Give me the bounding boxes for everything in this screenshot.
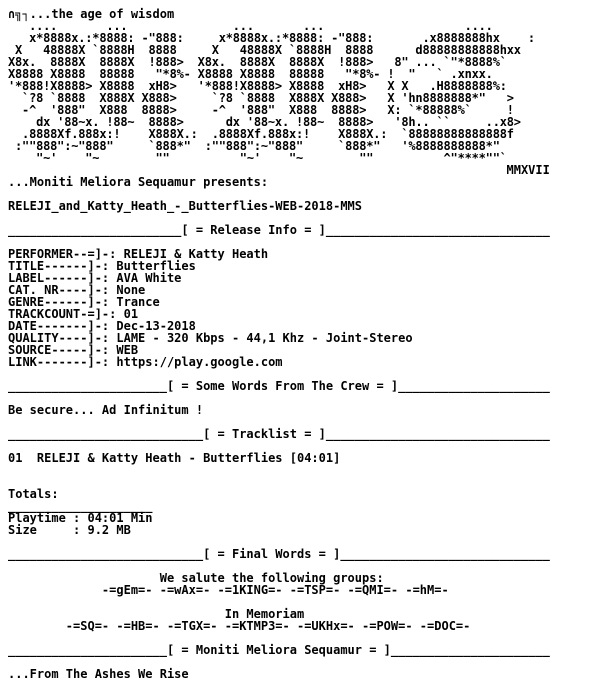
ascii-art-line: X8x. 8888X 8888X !888> X8x. 8888X 8888X !888> 8" ... `"*8888%`	[8, 55, 507, 69]
section-final-words: ___________________________[ = Final Words = ]_____________________________	[8, 547, 550, 561]
ascii-art-line: -^ '888" X888 8888> -^ '888" X888 8888> X: `*88888%` !	[8, 103, 514, 117]
info-quality: QUALITY----]-: LAME - 320 Kbps - 44,1 Khz - Joint-Stereo	[8, 331, 413, 345]
year-mark: MMXVII	[8, 163, 550, 177]
info-trackcount: TRACKCOUNT-=]-: 01	[8, 307, 139, 321]
info-cat-nr: CAT. NR----]-: None	[8, 283, 146, 297]
ascii-art-line: X8888 X8888 88888 "*8%- X8888 X8888 88888 "*8%- ! " ` .xnxx.	[8, 67, 493, 81]
totals-size: Size : 9.2 MB	[8, 523, 131, 537]
closing-line: ...From The Ashes We Rise	[8, 667, 189, 681]
info-label: LABEL------]-: AVA White	[8, 271, 182, 285]
info-date: DATE-------]-: Dec-13-2018	[8, 319, 196, 333]
section-release-info: ________________________[ = Release Info = ]_______________________________	[8, 223, 550, 237]
presents-line: ...Moniti Meliora Sequamur presents:	[8, 175, 269, 189]
memoriam-heading: In Memoriam	[8, 607, 305, 621]
ascii-art-line: dx '88~x. !88~ 8888> dx '88~x. !88~ 8888> '8h.. `` ..x8>	[8, 115, 521, 129]
crew-message: Be secure... Ad Infinitum !	[8, 403, 204, 417]
info-link: LINK-------]-: https://play.google.com	[8, 355, 283, 369]
totals-divider: ____________________	[8, 499, 153, 513]
nfo-header-line: ∩╗┐...the age of wisdom	[8, 7, 175, 21]
release-name: RELEJI_and_Katty_Heath_-_Butterflies-WEB-2018-MMS	[8, 199, 363, 213]
salute-heading: We salute the following groups:	[8, 571, 384, 585]
ascii-art-line: .8888Xf.888x:! X888X.: .8888Xf.888x:! X888X.: `88888888888888f	[8, 127, 514, 141]
ascii-art-line: x*8888x.:*8888: -"888: x*8888x.:*8888: -"888: .x8888888hx :	[8, 31, 535, 45]
info-genre: GENRE------]-: Trance	[8, 295, 160, 309]
section-tracklist: ___________________________[ = Tracklist = ]_______________________________	[8, 427, 550, 441]
section-crew-words: ______________________[ = Some Words From The Crew = ]_____________________	[8, 379, 550, 393]
info-performer: PERFORMER--=]-: RELEJI & Katty Heath	[8, 247, 269, 261]
ascii-art-line: .... ... ... ... ....	[8, 19, 493, 33]
section-group-footer: ______________________[ = Moniti Meliora Sequamur = ]______________________	[8, 643, 550, 657]
totals-heading: Totals:	[8, 487, 59, 501]
blank-line	[8, 464, 592, 476]
ascii-art-line: X 48888X `8888H 8888 X 48888X `8888H 8888 d88888888888hxx	[8, 43, 521, 57]
blank-line	[8, 476, 592, 488]
info-source: SOURCE-----]-: WEB	[8, 343, 139, 357]
salute-groups: -=gEm=- -=wAx=- -=1KING=- -=TSP=- -=QMI=- -=hM=-	[8, 583, 449, 597]
totals-playtime: Playtime : 04:01 Min	[8, 511, 153, 525]
ascii-art-line: "~' "~ "" "~' "~ "" ^"****""`	[8, 151, 507, 165]
memoriam-groups: -=SQ=- -=HB=- -=TGX=- -=KTMP3=- -=UKHx=- -=POW=- -=DOC=-	[8, 619, 471, 633]
ascii-art-line: `?8 `8888 X888X X888> `?8 `8888 X888X X888> X 'hn8888888*" >	[8, 91, 514, 105]
info-title: TITLE------]-: Butterflies	[8, 259, 196, 273]
ascii-art-line: '*888!X8888> X8888 xH8> '*888!X8888> X8888 xH8> X X .H8888888%:	[8, 79, 507, 93]
ascii-art-line: :""888":~"888" `888*" :""888":~"888" `888*" '%8888888888*"	[8, 139, 500, 153]
track-item: 01 RELEJI & Katty Heath - Butterflies [04:01]	[8, 451, 341, 465]
